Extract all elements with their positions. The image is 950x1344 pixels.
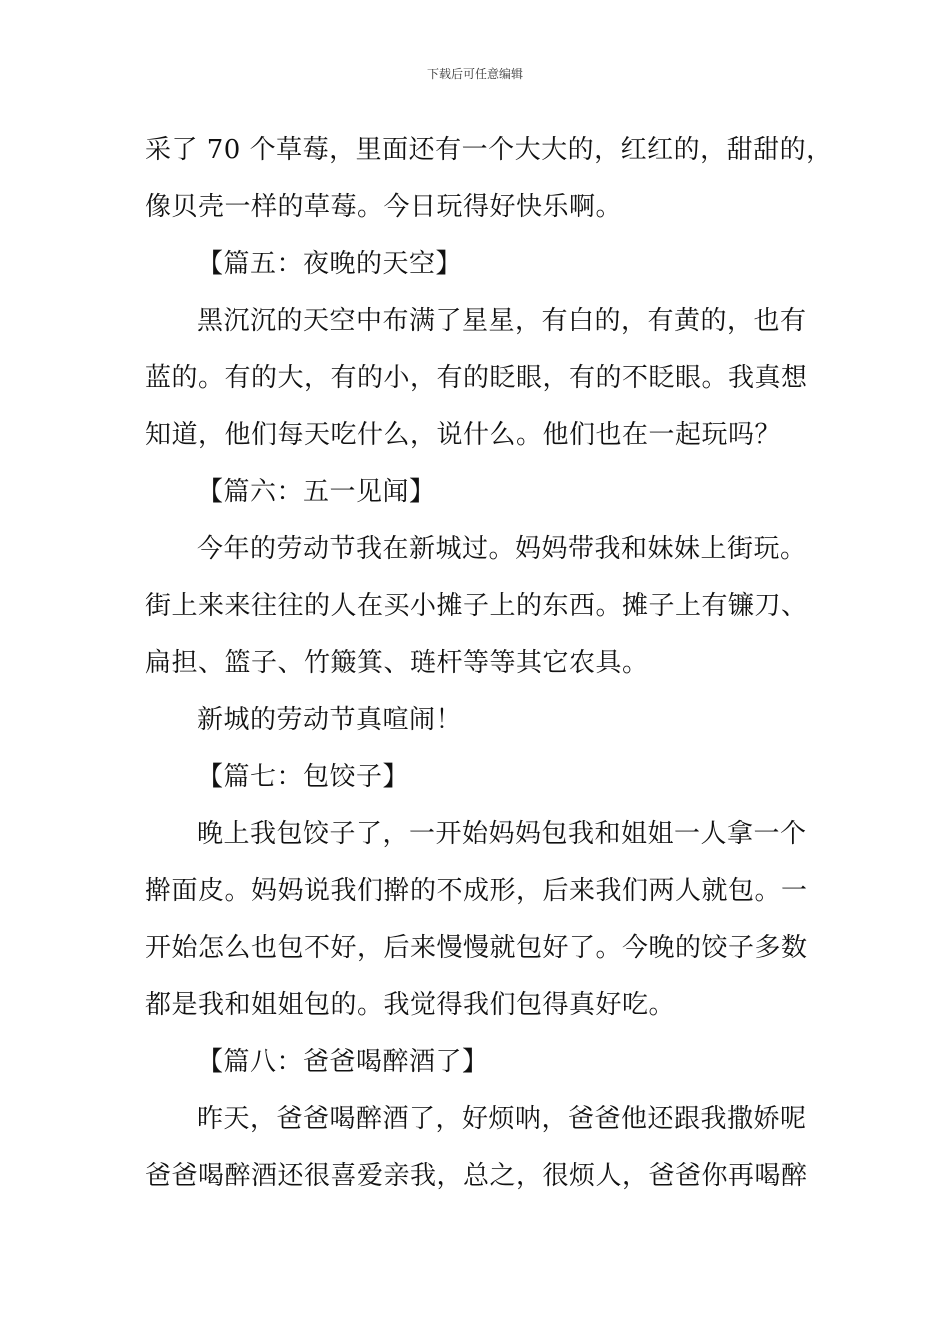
- section-heading: 【篇七：包饺子】: [197, 762, 410, 792]
- text-line: 爸爸喝醉酒还很喜爱亲我，总之，很烦人，爸爸你再喝醉: [145, 1161, 808, 1191]
- text-line: 晚上我包饺子了，一开始妈妈包我和姐姐一人拿一个: [197, 819, 807, 849]
- text-line: 采了 70 个草莓，里面还有一个大大的，红红的，甜甜的，: [145, 135, 833, 165]
- text-line: 知道，他们每天吃什么，说什么。他们也在一起玩吗？: [145, 420, 782, 450]
- text-line: 街上来来往往的人在买小摊子上的东西。摊子上有镰刀、: [145, 591, 808, 621]
- document-body: [145, 122, 833, 1205]
- text-line: 擀面皮。妈妈说我们擀的不成形，后来我们两人就包。一: [145, 876, 808, 906]
- text-line: 蓝的。有的大，有的小，有的眨眼，有的不眨眼。我真想: [145, 363, 808, 393]
- text-line: 今年的劳动节我在新城过。妈妈带我和妹妹上街玩。: [197, 534, 807, 564]
- text-line: 像贝壳一样的草莓。今日玩得好快乐啊。: [145, 192, 623, 222]
- text-line: 黑沉沉的天空中布满了星星，有白的，有黄的，也有: [197, 306, 807, 336]
- text-line: 昨天，爸爸喝醉酒了，好烦呐，爸爸他还跟我撒娇呢: [197, 1104, 807, 1134]
- section-heading: 【篇六：五一见闻】: [197, 477, 436, 507]
- section-heading: 【篇八：爸爸喝醉酒了】: [197, 1047, 489, 1077]
- section-heading: 【篇五：夜晚的天空】: [197, 249, 463, 279]
- text-line: 开始怎么也包不好，后来慢慢就包好了。今晚的饺子多数: [145, 933, 808, 963]
- text-line: 扁担、篮子、竹簸箕、琏杆等等其它农具。: [145, 648, 649, 678]
- page-header: 下载后可任意编辑: [426, 67, 523, 81]
- text-line: 新城的劳动节真喧闹！: [197, 705, 463, 735]
- text-line: 都是我和姐姐包的。我觉得我们包得真好吃。: [145, 990, 676, 1020]
